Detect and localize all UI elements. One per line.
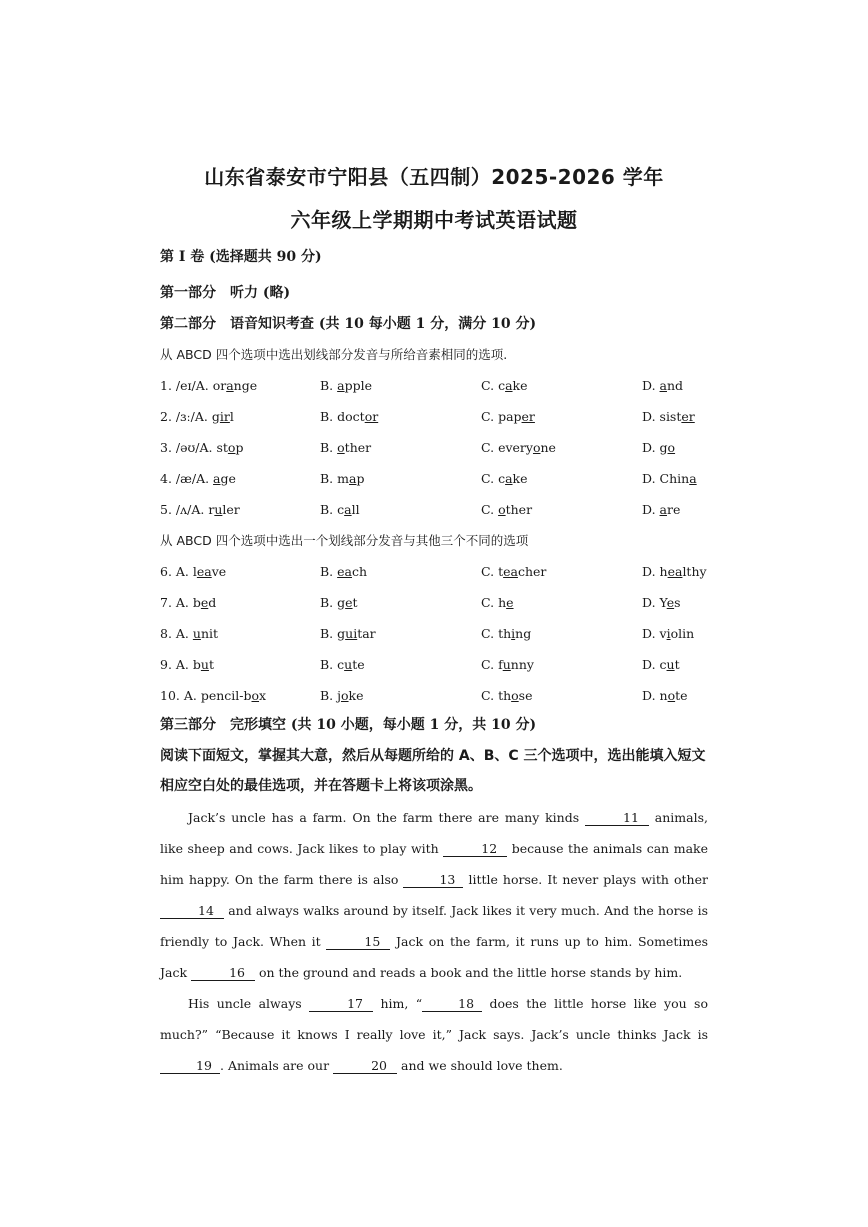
- option-text: ler: [222, 502, 240, 517]
- option-text: C.: [481, 502, 499, 517]
- option-c: [481, 657, 534, 672]
- option-text: tar: [357, 626, 376, 641]
- cloze-blank-19: 19: [160, 1059, 220, 1074]
- option-text: B. j: [320, 688, 342, 703]
- option-a: [160, 657, 214, 672]
- option-text: ge: [220, 471, 236, 486]
- passage-text: Jack on the farm, it runs up to him. Sometimes Jack: [160, 934, 709, 980]
- option-text: pple: [344, 378, 372, 393]
- option-b: [320, 378, 372, 393]
- option-text: cher: [517, 564, 547, 579]
- part2-heading: 第二部分 语音知识考查 (共 10 每小题 1 分，满分 10 分): [160, 316, 537, 332]
- exam-title-line2: 六年级上学期期中考试英语试题: [290, 208, 578, 232]
- passage-text: little horse. It never plays with other: [463, 872, 708, 887]
- option-b: [320, 688, 364, 703]
- option-text: lthy: [682, 564, 707, 579]
- option-text: st: [216, 440, 228, 455]
- question-number: 9. A.: [160, 657, 193, 672]
- passage-text: . Animals are our: [220, 1058, 334, 1073]
- underlined-letters: e: [200, 595, 209, 610]
- underlined-letters: o: [667, 688, 676, 703]
- option-text: ke: [512, 471, 528, 486]
- option-text: re: [666, 502, 681, 517]
- underlined-letters: a: [213, 471, 221, 486]
- option-text: or: [212, 378, 227, 393]
- option-text: g: [211, 409, 220, 424]
- option-text: B.: [320, 440, 338, 455]
- exam-title-line1: 山东省泰安市宁阳县（五四制）2025-2026 学年: [204, 165, 664, 189]
- option-text: r: [208, 502, 215, 517]
- part2-instruction-b: 从 ABCD 四个选项中选出一个划线部分发音与其他三个不同的选项: [160, 533, 529, 548]
- underlined-letters: u: [344, 657, 353, 672]
- option-text: p: [235, 440, 244, 455]
- option-c: [481, 688, 532, 703]
- option-text: s: [674, 595, 681, 610]
- option-c: [481, 626, 531, 641]
- option-b: [320, 502, 360, 517]
- underlined-letters: o: [341, 688, 349, 703]
- underlined-letters: er: [521, 409, 535, 424]
- option-text: D. Chin: [642, 471, 690, 486]
- underlined-letters: o: [337, 440, 345, 455]
- underlined-letters: a: [659, 378, 667, 393]
- question-number: 7. A.: [160, 595, 193, 610]
- underlined-letters: u: [666, 657, 675, 672]
- option-text: D. c: [642, 657, 667, 672]
- option-d: [642, 626, 694, 641]
- question-number: 5. /ʌ/A.: [160, 502, 209, 517]
- option-b: [320, 471, 364, 486]
- option-text: C. th: [481, 688, 512, 703]
- passage-text: and we should love them.: [397, 1058, 563, 1073]
- question-number: 4. /æ/A.: [160, 471, 214, 486]
- cloze-blank-18: 18: [422, 997, 482, 1012]
- underlined-letters: ir: [219, 409, 230, 424]
- option-d: [642, 409, 695, 424]
- underlined-letters: ea: [503, 564, 518, 579]
- underlined-letters: ui: [345, 626, 358, 641]
- option-text: D. Y: [642, 595, 667, 610]
- cloze-blank-20: 20: [333, 1059, 397, 1074]
- question-number: 10. A.: [160, 688, 201, 703]
- option-a: [160, 595, 216, 610]
- option-d: [642, 657, 680, 672]
- question-number: 8. A.: [160, 626, 193, 641]
- passage-text: because the animals can make him happy. On the farm there is also: [160, 841, 708, 887]
- option-text: C. every: [481, 440, 533, 455]
- underlined-letters: o: [498, 502, 506, 517]
- option-text: D. n: [642, 688, 668, 703]
- option-text: C. c: [481, 471, 506, 486]
- option-text: D. g: [642, 440, 668, 455]
- option-text: C. th: [481, 626, 512, 641]
- cloze-blank-11: 11: [585, 811, 649, 826]
- option-b: [320, 595, 358, 610]
- option-text: b: [192, 595, 201, 610]
- option-text: nit: [200, 626, 219, 641]
- cloze-blank-16: 16: [191, 966, 255, 981]
- option-c: [481, 502, 532, 517]
- underlined-letters: e: [666, 595, 675, 610]
- option-text: nny: [510, 657, 534, 672]
- option-c: [481, 378, 528, 393]
- underlined-letters: u: [192, 626, 201, 641]
- underlined-letters: a: [505, 471, 513, 486]
- cloze-paragraph-1: [160, 802, 708, 988]
- option-text: olin: [670, 626, 695, 641]
- underlined-letters: a: [226, 378, 234, 393]
- part1-heading: 第一部分 听力 (略): [160, 285, 291, 301]
- option-text: C. h: [481, 595, 507, 610]
- part3-heading: 第三部分 完形填空 (共 10 小题，每小题 1 分，共 10 分): [160, 717, 537, 733]
- option-text: D. v: [642, 626, 667, 641]
- option-text: C. c: [481, 378, 506, 393]
- option-d: [642, 502, 680, 517]
- volume-heading: 第 I 卷 (选择题共 90 分): [160, 249, 322, 265]
- option-a: [160, 471, 236, 486]
- option-text: nd: [666, 378, 684, 393]
- cloze-passage: [160, 802, 708, 1081]
- underlined-letters: a: [337, 378, 345, 393]
- option-text: B.: [320, 378, 338, 393]
- option-c: [481, 564, 546, 579]
- passage-text: him, “: [373, 996, 423, 1011]
- option-text: D.: [642, 378, 660, 393]
- underlined-letters: o: [251, 688, 260, 703]
- option-c: [481, 471, 528, 486]
- option-text: t: [352, 595, 358, 610]
- option-text: B. c: [320, 657, 345, 672]
- question-number: 2. /ɜː/A.: [160, 409, 212, 424]
- option-text: ng: [515, 626, 532, 641]
- option-text: d: [208, 595, 217, 610]
- underlined-letters: a: [659, 502, 667, 517]
- option-text: B. g: [320, 626, 346, 641]
- option-text: ch: [352, 564, 368, 579]
- underlined-letters: u: [502, 657, 511, 672]
- option-text: se: [518, 688, 533, 703]
- option-text: b: [192, 657, 201, 672]
- underlined-letters: ea: [196, 564, 212, 579]
- option-d: [642, 440, 675, 455]
- underlined-letters: er: [681, 409, 695, 424]
- option-text: te: [675, 688, 688, 703]
- option-text: l: [229, 409, 234, 424]
- option-text: te: [352, 657, 365, 672]
- cloze-paragraph-2: [160, 988, 708, 1081]
- option-c: [481, 440, 556, 455]
- underlined-letters: a: [689, 471, 697, 486]
- option-text: p: [356, 471, 365, 486]
- option-text: B.: [320, 564, 338, 579]
- option-text: B. doct: [320, 409, 365, 424]
- passage-text: His uncle always: [188, 996, 310, 1011]
- option-text: ke: [512, 378, 528, 393]
- underlined-letters: o: [511, 688, 519, 703]
- underlined-letters: o: [667, 440, 676, 455]
- cloze-blank-13: 13: [403, 873, 463, 888]
- option-text: ve: [211, 564, 227, 579]
- underlined-letters: a: [349, 471, 357, 486]
- option-d: [642, 688, 688, 703]
- passage-text: animals, like sheep and cows. Jack likes to play with: [160, 810, 708, 856]
- option-b: [320, 440, 371, 455]
- question-number: 3. /əʊ/A.: [160, 440, 217, 455]
- part2-instruction-a: 从 ABCD 四个选项中选出划线部分发音与所给音素相同的选项.: [160, 347, 508, 362]
- question-number: 1. /eɪ/A.: [160, 378, 213, 393]
- option-a: [160, 409, 234, 424]
- option-text: nge: [233, 378, 258, 393]
- question-number: 6. A.: [160, 564, 193, 579]
- underlined-letters: e: [506, 595, 514, 610]
- cloze-blank-15: 15: [326, 935, 390, 950]
- option-text: D. sist: [642, 409, 682, 424]
- option-a: [160, 378, 257, 393]
- underlined-letters: a: [344, 502, 352, 517]
- option-text: t: [208, 657, 214, 672]
- cloze-lead-instruction: 阅读下面短文，掌握其大意，然后从每题所给的 A、B、C 三个选项中，选出能填入短文相应空白处的最佳选项，并在答题卡上将该项涂黑。: [160, 748, 706, 794]
- option-text: C. pap: [481, 409, 522, 424]
- option-b: [320, 409, 378, 424]
- passage-text: and always walks around by itself. Jack likes it very much. And the horse is friendly to Jack. When it: [160, 903, 708, 949]
- option-b: [320, 657, 365, 672]
- option-text: pencil-b: [200, 688, 252, 703]
- option-c: [481, 409, 535, 424]
- option-a: [160, 502, 240, 517]
- option-text: C. t: [481, 564, 504, 579]
- option-text: D. h: [642, 564, 668, 579]
- option-text: ther: [505, 502, 533, 517]
- option-text: B. c: [320, 502, 345, 517]
- cloze-blank-17: 17: [309, 997, 373, 1012]
- underlined-letters: u: [200, 657, 209, 672]
- option-d: [642, 471, 697, 486]
- option-text: ke: [348, 688, 364, 703]
- underlined-letters: o: [227, 440, 236, 455]
- option-c: [481, 595, 514, 610]
- option-text: ther: [344, 440, 372, 455]
- passage-text: does the little horse like you so much?” “Because it knows I really love it,” Jack says. Jack’s uncle thinks Jack is: [160, 996, 708, 1042]
- option-a: [160, 564, 226, 579]
- underlined-letters: o: [532, 440, 541, 455]
- underlined-letters: ea: [337, 564, 352, 579]
- underlined-letters: i: [666, 626, 671, 641]
- underlined-letters: ea: [667, 564, 683, 579]
- option-d: [642, 595, 681, 610]
- cloze-blank-12: 12: [443, 842, 507, 857]
- underlined-letters: a: [505, 378, 513, 393]
- option-text: l: [192, 564, 197, 579]
- underlined-letters: or: [364, 409, 379, 424]
- passage-text: Jack’s uncle has a farm. On the farm there are many kinds: [188, 810, 585, 825]
- option-a: [160, 626, 218, 641]
- option-d: [642, 378, 683, 393]
- option-text: B. g: [320, 595, 346, 610]
- option-text: C. f: [481, 657, 503, 672]
- option-text: ll: [351, 502, 360, 517]
- option-a: [160, 440, 243, 455]
- passage-text: on the ground and reads a book and the little horse stands by him.: [255, 965, 683, 980]
- option-text: D.: [642, 502, 660, 517]
- option-text: t: [674, 657, 680, 672]
- option-b: [320, 626, 376, 641]
- underlined-letters: e: [345, 595, 353, 610]
- option-text: B. m: [320, 471, 349, 486]
- underlined-letters: u: [214, 502, 223, 517]
- cloze-blank-14: 14: [160, 904, 224, 919]
- underlined-letters: i: [511, 626, 516, 641]
- option-text: ne: [540, 440, 556, 455]
- option-b: [320, 564, 367, 579]
- option-d: [642, 564, 707, 579]
- option-a: [160, 688, 266, 703]
- option-text: x: [259, 688, 267, 703]
